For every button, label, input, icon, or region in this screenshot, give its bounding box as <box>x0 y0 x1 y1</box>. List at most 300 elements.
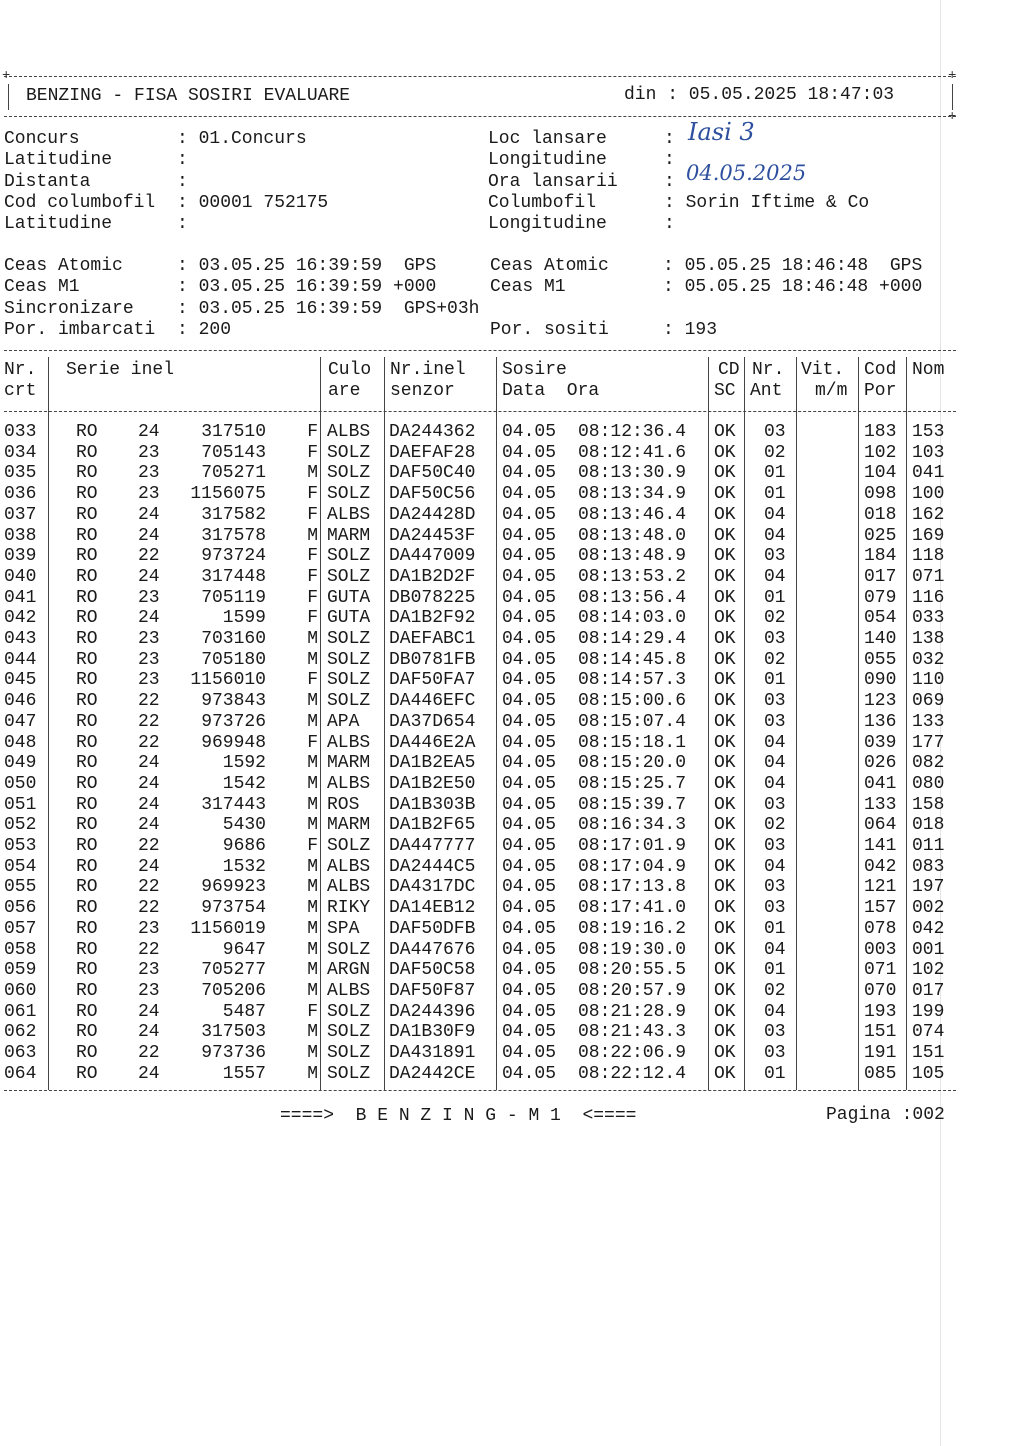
table-cell: 04.05 <box>502 1063 557 1084</box>
table-cell: 042 <box>864 856 897 877</box>
table-cell: 04.05 <box>502 608 557 629</box>
table-cell: MARM <box>327 753 371 774</box>
info_right-label: Loc lansare <box>488 129 607 149</box>
table-cell: RO <box>76 566 98 587</box>
table-cell: M <box>307 877 318 898</box>
table-cell: OK <box>714 794 736 815</box>
table-row <box>0 691 960 712</box>
clock_right-value: : 193 <box>663 319 718 340</box>
table-cell: 01 <box>764 484 786 505</box>
table-cell: 04.05 <box>502 422 557 442</box>
table-cell: OK <box>714 1001 736 1022</box>
table-cell: 041 <box>4 587 37 608</box>
table-cell: OK <box>714 1022 736 1043</box>
table-cell: M <box>307 856 318 877</box>
table-cell: 04 <box>764 732 786 753</box>
table-cell: DA1B30F9 <box>389 1022 476 1043</box>
table-cell: 24 <box>138 504 160 525</box>
table-cell: GUTA <box>327 587 371 608</box>
table-cell: SPA <box>327 918 360 939</box>
table-cell: RO <box>76 691 98 712</box>
table-cell: 017 <box>864 566 897 587</box>
table-cell: 039 <box>864 732 897 753</box>
table-cell: 04.05 <box>502 442 557 463</box>
clock_left-label: Ceas Atomic <box>4 256 123 276</box>
table-cell: SOLZ <box>327 1001 371 1022</box>
table-cell: M <box>307 711 318 732</box>
info_right-label: Ora lansarii <box>488 171 618 192</box>
table-row <box>0 463 960 484</box>
table-cell: RO <box>76 815 98 836</box>
table-row <box>0 795 960 816</box>
table-cell: OK <box>714 939 736 960</box>
table-cell: OK <box>714 980 736 1001</box>
table-cell: 9686 <box>222 836 266 856</box>
corner-mark: + <box>948 68 957 84</box>
table-cell: 1592 <box>222 753 266 774</box>
table-cell: 025 <box>864 525 897 546</box>
table-row <box>0 960 960 981</box>
table-cell: 090 <box>864 670 897 691</box>
table-cell: DA1B2D2F <box>389 566 476 587</box>
table-cell: 03 <box>764 1022 786 1043</box>
table-cell: 04.05 <box>502 773 557 794</box>
table-cell: 055 <box>864 649 897 670</box>
table-cell: F <box>307 1001 318 1022</box>
table-cell: ALBS <box>327 773 371 794</box>
column-header-sub: Data Ora <box>502 381 600 401</box>
table-cell: 01 <box>764 918 786 939</box>
table-cell: 24 <box>138 422 160 442</box>
info_right-value: : <box>664 171 675 192</box>
table-cell: 08:14:03.0 <box>578 608 687 629</box>
table-cell: SOLZ <box>327 566 371 587</box>
table-cell: 08:14:29.4 <box>578 629 687 649</box>
table-cell: RO <box>76 856 98 877</box>
table-cell: 22 <box>138 939 160 960</box>
table-row <box>0 629 960 650</box>
column-header: Nr. <box>4 360 37 380</box>
table-cell: 23 <box>138 670 160 691</box>
table-row <box>0 981 960 1002</box>
table-cell: 23 <box>138 960 160 981</box>
clock_right-value: : 05.05.25 18:46:48 GPS <box>663 256 923 276</box>
table-cell: 705206 <box>201 980 266 1001</box>
table-cell: 04 <box>764 504 786 525</box>
table-cell: 043 <box>4 629 37 649</box>
table-cell: RO <box>76 939 98 960</box>
info_right-value: : <box>664 129 675 149</box>
clock_right-value: : 05.05.25 18:46:48 +000 <box>663 277 923 298</box>
table-cell: 04.05 <box>502 856 557 877</box>
table-cell: 193 <box>864 1001 897 1022</box>
info_right-label: Longitudine <box>488 214 607 235</box>
table-cell: 04.05 <box>502 898 557 919</box>
table-cell: 08:13:30.9 <box>578 463 687 484</box>
table-cell: 03 <box>764 629 786 649</box>
info_left-value: : <box>177 171 188 192</box>
table-cell: 08:13:34.9 <box>578 484 687 505</box>
table-cell: 064 <box>864 815 897 836</box>
table-cell: OK <box>714 815 736 836</box>
table-cell: OK <box>714 753 736 774</box>
column-header: Vit. <box>801 360 845 380</box>
table-cell: 045 <box>4 670 37 691</box>
table-cell: OK <box>714 1043 736 1063</box>
table-cell: 055 <box>4 877 37 898</box>
table-cell: 24 <box>138 525 160 546</box>
table-cell: 22 <box>138 711 160 732</box>
table-bottom-rule <box>4 1090 956 1091</box>
table-cell: F <box>307 566 318 587</box>
table-cell: 5487 <box>222 1001 266 1022</box>
table-cell: 01 <box>764 960 786 981</box>
table-cell: DA446EFC <box>389 691 476 712</box>
table-cell: 04 <box>764 856 786 877</box>
table-cell: 04.05 <box>502 1022 557 1043</box>
table-cell: 002 <box>912 898 945 919</box>
column-header: CD <box>718 360 740 380</box>
table-cell: 08:13:56.4 <box>578 587 687 608</box>
table-cell: SOLZ <box>327 442 371 463</box>
table-cell: 1557 <box>222 1063 266 1084</box>
column-header-sub: SC <box>714 381 736 401</box>
table-cell: OK <box>714 546 736 567</box>
table-cell: F <box>307 732 318 753</box>
table-cell: 047 <box>4 711 37 732</box>
table-cell: DB078225 <box>389 587 476 608</box>
table-cell: MARM <box>327 525 371 546</box>
info_left-label: Distanta <box>4 171 91 192</box>
column-separator <box>384 357 385 1090</box>
table-cell: 071 <box>864 960 897 981</box>
table-row <box>0 1022 960 1043</box>
table-cell: M <box>307 773 318 794</box>
info_left-value: : <box>177 214 188 235</box>
table-cell: 162 <box>912 504 945 525</box>
table-row <box>0 836 960 857</box>
table-cell: 01 <box>764 670 786 691</box>
table-cell: OK <box>714 484 736 505</box>
table-cell: 317448 <box>201 566 266 587</box>
table-cell: 04.05 <box>502 1043 557 1063</box>
table-cell: 23 <box>138 918 160 939</box>
table-cell: 01 <box>764 1063 786 1084</box>
table-cell: DA1B2F92 <box>389 608 476 629</box>
table-cell: DA431891 <box>389 1043 476 1063</box>
table-cell: 070 <box>864 980 897 1001</box>
table-cell: 08:17:41.0 <box>578 898 687 919</box>
table-cell: M <box>307 815 318 836</box>
table-cell: 197 <box>912 877 945 898</box>
table-cell: 04.05 <box>502 629 557 649</box>
table-cell: 018 <box>864 504 897 525</box>
clock_left-label: Ceas M1 <box>4 277 80 298</box>
column-header-sub: are <box>328 381 361 401</box>
table-cell: DA1B2EA5 <box>389 753 476 774</box>
table-cell: DA1B2E50 <box>389 773 476 794</box>
table-cell: 141 <box>864 836 897 856</box>
table-cell: 03 <box>764 1043 786 1063</box>
table-cell: 103 <box>912 442 945 463</box>
table-cell: OK <box>714 442 736 463</box>
table-cell: DAF50DFB <box>389 918 476 939</box>
table-cell: 110 <box>912 670 945 691</box>
table-row <box>0 712 960 733</box>
table-row <box>0 588 960 609</box>
table-row <box>0 1002 960 1023</box>
table-cell: 22 <box>138 898 160 919</box>
table-cell: 037 <box>4 504 37 525</box>
table-cell: 08:17:01.9 <box>578 836 687 856</box>
column-separator <box>320 357 321 1090</box>
column-separator <box>48 357 49 1090</box>
table-cell: SOLZ <box>327 939 371 960</box>
table-cell: 062 <box>4 1022 37 1043</box>
table-row <box>0 815 960 836</box>
table-cell: OK <box>714 525 736 546</box>
table-cell: 059 <box>4 960 37 981</box>
table-cell: 23 <box>138 442 160 463</box>
table-cell: 705180 <box>201 649 266 670</box>
table-cell: RO <box>76 918 98 939</box>
table-cell: SOLZ <box>327 629 371 649</box>
table-cell: 017 <box>912 980 945 1001</box>
table-cell: DAF50C56 <box>389 484 476 505</box>
table-row <box>0 857 960 878</box>
table-cell: M <box>307 1063 318 1084</box>
table-cell: 157 <box>864 898 897 919</box>
table-cell: M <box>307 1043 318 1063</box>
table-cell: 049 <box>4 753 37 774</box>
table-cell: DAEFABC1 <box>389 629 476 649</box>
table-cell: 24 <box>138 1022 160 1043</box>
table-cell: 033 <box>912 608 945 629</box>
table-cell: 23 <box>138 463 160 484</box>
table-cell: 04.05 <box>502 463 557 484</box>
table-cell: M <box>307 1022 318 1043</box>
table-cell: 158 <box>912 794 945 815</box>
table-row <box>0 546 960 567</box>
table-cell: 04.05 <box>502 525 557 546</box>
table-cell: M <box>307 753 318 774</box>
table-row <box>0 919 960 940</box>
table-cell: F <box>307 422 318 442</box>
table-row <box>0 650 960 671</box>
table-cell: 24 <box>138 794 160 815</box>
clock_left-label: Sincronizare <box>4 298 134 319</box>
table-cell: 08:12:41.6 <box>578 442 687 463</box>
table-cell: 03 <box>764 836 786 856</box>
table-row <box>0 608 960 629</box>
table-cell: 04 <box>764 773 786 794</box>
table-cell: 035 <box>4 463 37 484</box>
table-cell: F <box>307 670 318 691</box>
table-row <box>0 670 960 691</box>
table-header-rule <box>4 411 956 412</box>
column-separator <box>796 357 797 1090</box>
table-cell: 22 <box>138 877 160 898</box>
table-cell: 050 <box>4 773 37 794</box>
table-cell: RO <box>76 608 98 629</box>
table-cell: 136 <box>864 711 897 732</box>
table-cell: 199 <box>912 1001 945 1022</box>
table-cell: 02 <box>764 649 786 670</box>
table-cell: 04.05 <box>502 484 557 505</box>
table-cell: RO <box>76 463 98 484</box>
table-cell: 24 <box>138 856 160 877</box>
table-cell: 5430 <box>222 815 266 836</box>
table-cell: 02 <box>764 608 786 629</box>
table-cell: 056 <box>4 898 37 919</box>
table-cell: RO <box>76 546 98 567</box>
table-cell: 123 <box>864 691 897 712</box>
table-row <box>0 443 960 464</box>
table-cell: DA4317DC <box>389 877 476 898</box>
table-cell: DA447676 <box>389 939 476 960</box>
table-cell: 24 <box>138 773 160 794</box>
table-cell: OK <box>714 587 736 608</box>
table-cell: RO <box>76 753 98 774</box>
table-cell: 08:22:06.9 <box>578 1043 687 1063</box>
info_left-label: Cod columbofil <box>4 192 156 213</box>
table-cell: DAF50F87 <box>389 980 476 1001</box>
table-cell: 317503 <box>201 1022 266 1043</box>
table-cell: 02 <box>764 815 786 836</box>
table-row <box>0 422 960 443</box>
page-number: Pagina :002 <box>826 1105 945 1125</box>
table-cell: 1156019 <box>190 918 266 939</box>
table-cell: RO <box>76 587 98 608</box>
info_left-value: : 00001 752175 <box>177 192 329 213</box>
table-cell: 04 <box>764 753 786 774</box>
clock_left-value: : 200 <box>177 319 232 340</box>
table-cell: 1542 <box>222 773 266 794</box>
table-cell: 973724 <box>201 546 266 567</box>
table-cell: 026 <box>864 753 897 774</box>
table-cell: 02 <box>764 442 786 463</box>
table-cell: 22 <box>138 1043 160 1063</box>
table-cell: DAF50FA7 <box>389 670 476 691</box>
table-cell: 036 <box>4 484 37 505</box>
table-row <box>0 940 960 961</box>
table-cell: RO <box>76 1022 98 1043</box>
table-cell: 044 <box>4 649 37 670</box>
table-cell: ARGN <box>327 960 371 981</box>
table-row <box>0 1064 960 1085</box>
table-cell: 064 <box>4 1063 37 1084</box>
table-cell: ALBS <box>327 422 371 442</box>
table-cell: 08:15:07.4 <box>578 711 687 732</box>
table-cell: 04.05 <box>502 566 557 587</box>
table-cell: 08:12:36.4 <box>578 422 687 442</box>
table-cell: 01 <box>764 463 786 484</box>
table-cell: 969948 <box>201 732 266 753</box>
table-cell: F <box>307 836 318 856</box>
table-cell: 169 <box>912 525 945 546</box>
table-cell: 08:17:04.9 <box>578 856 687 877</box>
table-cell: RO <box>76 877 98 898</box>
table-cell: M <box>307 691 318 712</box>
table-cell: 080 <box>912 773 945 794</box>
table-cell: 705119 <box>201 587 266 608</box>
table-cell: 100 <box>912 484 945 505</box>
clock_left-value: : 03.05.25 16:39:59 GPS <box>177 256 437 276</box>
table-cell: 08:13:53.2 <box>578 566 687 587</box>
table-cell: RO <box>76 898 98 919</box>
table-cell: RO <box>76 1001 98 1022</box>
table-cell: 08:15:00.6 <box>578 691 687 712</box>
table-cell: 04.05 <box>502 836 557 856</box>
table-row <box>0 898 960 919</box>
table-cell: 973726 <box>201 711 266 732</box>
table-cell: DA24428D <box>389 504 476 525</box>
handwritten-place: Iasi 3 <box>688 118 755 146</box>
info_left-label: Latitudine <box>4 214 113 235</box>
table-cell: 24 <box>138 1063 160 1084</box>
info_left-value: : <box>177 150 188 171</box>
table-cell: DA1B2F65 <box>389 815 476 836</box>
table-cell: 03 <box>764 711 786 732</box>
table-cell: RO <box>76 794 98 815</box>
table-cell: 042 <box>4 608 37 629</box>
table-cell: 04.05 <box>502 649 557 670</box>
table-cell: 04.05 <box>502 960 557 981</box>
clock_left-value: : 03.05.25 16:39:59 GPS+03h <box>177 298 480 319</box>
table-cell: 04.05 <box>502 815 557 836</box>
report-title: BENZING - FISA SOSIRI EVALUARE <box>26 86 351 106</box>
table-cell: F <box>307 504 318 525</box>
table-cell: 08:21:43.3 <box>578 1022 687 1043</box>
table-cell: OK <box>714 898 736 919</box>
column-separator <box>496 357 497 1090</box>
table-cell: 08:16:34.3 <box>578 815 687 836</box>
table-cell: 018 <box>912 815 945 836</box>
table-cell: DA244396 <box>389 1001 476 1022</box>
table-cell: 053 <box>4 836 37 856</box>
table-cell: GUTA <box>327 608 371 629</box>
table-cell: 02 <box>764 980 786 1001</box>
table-cell: 705271 <box>201 463 266 484</box>
info_right-label: Longitudine <box>488 150 607 171</box>
table-cell: 048 <box>4 732 37 753</box>
table-row <box>0 877 960 898</box>
table-cell: 973736 <box>201 1043 266 1063</box>
table-cell: RIKY <box>327 898 371 919</box>
table-cell: 08:15:25.7 <box>578 773 687 794</box>
table-cell: SOLZ <box>327 691 371 712</box>
table-cell: MARM <box>327 815 371 836</box>
column-separator <box>858 357 859 1090</box>
table-cell: F <box>307 546 318 567</box>
info_right-value: : <box>664 214 675 235</box>
report-date: din : 05.05.2025 18:47:03 <box>624 85 895 105</box>
table-cell: RO <box>76 980 98 1001</box>
column-header-sub: Por <box>864 381 897 401</box>
table-cell: 08:19:16.2 <box>578 918 687 939</box>
table-cell: OK <box>714 608 736 629</box>
table-cell: APA <box>327 711 360 732</box>
table-row <box>0 774 960 795</box>
column-header-sub: m/m <box>815 381 848 401</box>
table-cell: 22 <box>138 836 160 856</box>
table-cell: DAF50C58 <box>389 960 476 981</box>
column-header: Culo <box>328 360 372 380</box>
table-cell: DA2444C5 <box>389 856 476 877</box>
table-cell: 082 <box>912 753 945 774</box>
table-cell: RO <box>76 670 98 691</box>
table-cell: 317443 <box>201 794 266 815</box>
